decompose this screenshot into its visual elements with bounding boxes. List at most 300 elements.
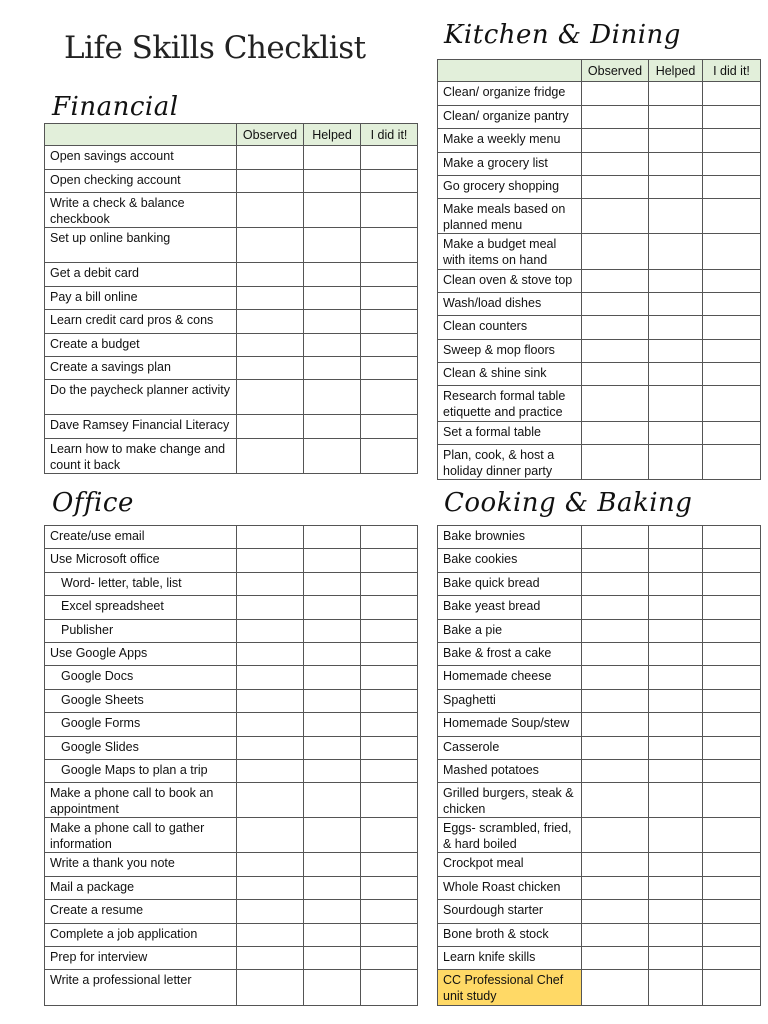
item-label: Make meals based on planned menu (438, 199, 582, 234)
check-cell[interactable] (703, 596, 761, 619)
check-cell[interactable] (237, 947, 304, 970)
check-cell[interactable] (649, 853, 703, 876)
table-row (438, 689, 761, 712)
item-label: Learn knife skills (438, 947, 582, 970)
check-cell[interactable] (304, 666, 361, 689)
table-row (45, 689, 418, 712)
check-cell[interactable] (582, 105, 649, 128)
header-blank-cell (45, 124, 237, 146)
table-row (45, 549, 418, 572)
check-cell[interactable] (649, 759, 703, 782)
check-cell[interactable] (649, 596, 703, 619)
item-label: Make a grocery list (438, 152, 582, 175)
table-row (45, 146, 418, 169)
check-cell[interactable] (361, 310, 418, 333)
check-cell[interactable] (582, 923, 649, 946)
check-cell[interactable] (237, 970, 304, 1005)
check-cell[interactable] (703, 853, 761, 876)
item-label: Create a savings plan (45, 356, 237, 379)
check-cell[interactable] (304, 759, 361, 782)
check-cell[interactable] (582, 526, 649, 549)
table-row (438, 736, 761, 759)
check-cell[interactable] (237, 333, 304, 356)
check-cell[interactable] (703, 876, 761, 899)
check-cell[interactable] (582, 549, 649, 572)
check-cell[interactable] (582, 199, 649, 234)
check-cell[interactable] (703, 363, 761, 386)
check-cell[interactable] (361, 923, 418, 946)
check-cell[interactable] (649, 900, 703, 923)
check-cell[interactable] (361, 438, 418, 473)
check-cell[interactable] (649, 549, 703, 572)
check-cell[interactable] (703, 129, 761, 152)
check-cell[interactable] (237, 900, 304, 923)
check-cell[interactable] (304, 356, 361, 379)
table-row (45, 713, 418, 736)
check-cell[interactable] (703, 444, 761, 479)
check-cell[interactable] (304, 642, 361, 665)
check-cell[interactable] (649, 82, 703, 105)
check-cell[interactable] (582, 386, 649, 421)
check-cell[interactable] (703, 339, 761, 362)
check-cell[interactable] (237, 923, 304, 946)
check-cell[interactable] (304, 947, 361, 970)
check-cell[interactable] (582, 572, 649, 595)
check-cell[interactable] (582, 619, 649, 642)
table-row (438, 129, 761, 152)
check-cell[interactable] (703, 549, 761, 572)
table-row (438, 713, 761, 736)
check-cell[interactable] (304, 818, 361, 853)
check-cell[interactable] (582, 269, 649, 292)
item-label: Make a phone call to gather information (45, 818, 237, 853)
table-header-row (45, 124, 418, 146)
check-cell[interactable] (703, 105, 761, 128)
item-label: Prep for interview (45, 947, 237, 970)
check-cell[interactable] (304, 193, 361, 228)
check-cell[interactable] (361, 415, 418, 438)
check-cell[interactable] (649, 152, 703, 175)
check-cell[interactable] (582, 339, 649, 362)
table-row (438, 876, 761, 899)
check-cell[interactable] (582, 759, 649, 782)
column-header: Observed (582, 60, 649, 82)
check-cell[interactable] (649, 421, 703, 444)
check-cell[interactable] (304, 438, 361, 473)
table-row (438, 152, 761, 175)
check-cell[interactable] (582, 152, 649, 175)
section-title-kitchen: Kitchen & Dining (444, 20, 681, 50)
check-cell[interactable] (582, 947, 649, 970)
item-label: Google Maps to plan a trip (45, 759, 237, 782)
item-label: Excel spreadsheet (45, 596, 237, 619)
check-cell[interactable] (582, 666, 649, 689)
item-label: Do the paycheck planner activity (45, 380, 237, 415)
table-row (45, 759, 418, 782)
check-cell[interactable] (237, 263, 304, 286)
check-cell[interactable] (361, 876, 418, 899)
item-label: Clean/ organize pantry (438, 105, 582, 128)
check-cell[interactable] (237, 689, 304, 712)
check-cell[interactable] (361, 900, 418, 923)
section-title-financial: Financial (52, 92, 179, 122)
item-label: Open savings account (45, 146, 237, 169)
check-cell[interactable] (649, 363, 703, 386)
table-row (438, 947, 761, 970)
item-label: Casserole (438, 736, 582, 759)
check-cell[interactable] (703, 386, 761, 421)
check-cell[interactable] (361, 736, 418, 759)
check-cell[interactable] (703, 970, 761, 1005)
check-cell[interactable] (361, 666, 418, 689)
check-cell[interactable] (361, 947, 418, 970)
check-cell[interactable] (649, 105, 703, 128)
check-cell[interactable] (703, 316, 761, 339)
check-cell[interactable] (361, 619, 418, 642)
check-cell[interactable] (304, 736, 361, 759)
check-cell[interactable] (703, 642, 761, 665)
check-cell[interactable] (237, 713, 304, 736)
item-label: Mail a package (45, 876, 237, 899)
check-cell[interactable] (361, 713, 418, 736)
check-cell[interactable] (582, 900, 649, 923)
item-label: Google Docs (45, 666, 237, 689)
check-cell[interactable] (582, 444, 649, 479)
check-cell[interactable] (304, 310, 361, 333)
check-cell[interactable] (649, 923, 703, 946)
check-cell[interactable] (703, 526, 761, 549)
check-cell[interactable] (304, 876, 361, 899)
check-cell[interactable] (582, 234, 649, 269)
item-label: Bake yeast bread (438, 596, 582, 619)
check-cell[interactable] (361, 853, 418, 876)
check-cell[interactable] (361, 228, 418, 263)
check-cell[interactable] (703, 269, 761, 292)
check-cell[interactable] (649, 947, 703, 970)
check-cell[interactable] (237, 438, 304, 473)
check-cell[interactable] (361, 169, 418, 192)
item-label: Open checking account (45, 169, 237, 192)
check-cell[interactable] (304, 619, 361, 642)
check-cell[interactable] (237, 736, 304, 759)
column-header: Observed (237, 124, 304, 146)
kitchen-checklist-table (437, 59, 761, 480)
table-row (438, 316, 761, 339)
check-cell[interactable] (649, 818, 703, 853)
check-cell[interactable] (237, 759, 304, 782)
item-label: Pay a bill online (45, 286, 237, 309)
check-cell[interactable] (361, 549, 418, 572)
check-cell[interactable] (304, 572, 361, 595)
table-row (438, 292, 761, 315)
check-cell[interactable] (237, 286, 304, 309)
check-cell[interactable] (649, 713, 703, 736)
check-cell[interactable] (304, 333, 361, 356)
item-label: Go grocery shopping (438, 175, 582, 198)
item-label: Mashed potatoes (438, 759, 582, 782)
item-label: Learn how to make change and count it back (45, 438, 237, 473)
item-label: Sweep & mop floors (438, 339, 582, 362)
check-cell[interactable] (304, 713, 361, 736)
check-cell[interactable] (703, 234, 761, 269)
check-cell[interactable] (304, 415, 361, 438)
check-cell[interactable] (703, 152, 761, 175)
cooking-checklist-table (437, 525, 761, 1006)
check-cell[interactable] (703, 619, 761, 642)
office-checklist-table (44, 525, 418, 1006)
check-cell[interactable] (649, 292, 703, 315)
item-label: Clean & shine sink (438, 363, 582, 386)
check-cell[interactable] (582, 736, 649, 759)
check-cell[interactable] (304, 169, 361, 192)
check-cell[interactable] (582, 292, 649, 315)
check-cell[interactable] (703, 818, 761, 853)
check-cell[interactable] (649, 642, 703, 665)
check-cell[interactable] (582, 421, 649, 444)
check-cell[interactable] (649, 175, 703, 198)
table-row (45, 263, 418, 286)
table-row (45, 286, 418, 309)
check-cell[interactable] (304, 380, 361, 415)
table-row (45, 310, 418, 333)
check-cell[interactable] (237, 666, 304, 689)
check-cell[interactable] (237, 619, 304, 642)
check-cell[interactable] (237, 596, 304, 619)
check-cell[interactable] (582, 876, 649, 899)
check-cell[interactable] (649, 316, 703, 339)
check-cell[interactable] (304, 526, 361, 549)
check-cell[interactable] (582, 689, 649, 712)
table-row (45, 193, 418, 228)
check-cell[interactable] (649, 444, 703, 479)
check-cell[interactable] (649, 129, 703, 152)
item-label: Complete a job application (45, 923, 237, 946)
check-cell[interactable] (361, 286, 418, 309)
check-cell[interactable] (703, 923, 761, 946)
check-cell[interactable] (582, 853, 649, 876)
check-cell[interactable] (582, 82, 649, 105)
item-label: Bake & frost a cake (438, 642, 582, 665)
item-label: Bake cookies (438, 549, 582, 572)
check-cell[interactable] (237, 876, 304, 899)
check-cell[interactable] (304, 783, 361, 818)
item-label: Bake quick bread (438, 572, 582, 595)
check-cell[interactable] (703, 82, 761, 105)
item-label: Plan, cook, & host a holiday dinner party (438, 444, 582, 479)
check-cell[interactable] (361, 596, 418, 619)
table-row (45, 596, 418, 619)
check-cell[interactable] (361, 380, 418, 415)
check-cell[interactable] (237, 818, 304, 853)
item-label: Research formal table etiquette and practice (438, 386, 582, 421)
item-label: Create/use email (45, 526, 237, 549)
check-cell[interactable] (361, 783, 418, 818)
check-cell[interactable] (361, 526, 418, 549)
check-cell[interactable] (304, 228, 361, 263)
check-cell[interactable] (237, 310, 304, 333)
item-label: Google Forms (45, 713, 237, 736)
check-cell[interactable] (649, 199, 703, 234)
table-row (45, 438, 418, 473)
check-cell[interactable] (304, 853, 361, 876)
check-cell[interactable] (703, 421, 761, 444)
item-label: Crockpot meal (438, 853, 582, 876)
table-row (45, 923, 418, 946)
table-row (438, 269, 761, 292)
check-cell[interactable] (649, 339, 703, 362)
item-label: Spaghetti (438, 689, 582, 712)
check-cell[interactable] (582, 175, 649, 198)
table-header-row (438, 60, 761, 82)
check-cell[interactable] (703, 900, 761, 923)
check-cell[interactable] (361, 642, 418, 665)
item-label: Create a resume (45, 900, 237, 923)
table-row (438, 386, 761, 421)
table-row (438, 339, 761, 362)
item-label: Write a professional letter (45, 970, 237, 1005)
table-row (438, 199, 761, 234)
column-header: Helped (304, 124, 361, 146)
check-cell[interactable] (649, 526, 703, 549)
table-row (438, 818, 761, 853)
check-cell[interactable] (649, 666, 703, 689)
item-label: Make a phone call to book an appointment (45, 783, 237, 818)
check-cell[interactable] (703, 759, 761, 782)
check-cell[interactable] (237, 853, 304, 876)
check-cell[interactable] (361, 333, 418, 356)
check-cell[interactable] (649, 783, 703, 818)
check-cell[interactable] (361, 759, 418, 782)
check-cell[interactable] (361, 356, 418, 379)
check-cell[interactable] (582, 129, 649, 152)
item-label: Whole Roast chicken (438, 876, 582, 899)
check-cell[interactable] (237, 169, 304, 192)
check-cell[interactable] (361, 146, 418, 169)
check-cell[interactable] (361, 193, 418, 228)
check-cell[interactable] (237, 380, 304, 415)
check-cell[interactable] (703, 947, 761, 970)
check-cell[interactable] (582, 818, 649, 853)
table-row (438, 175, 761, 198)
check-cell[interactable] (649, 269, 703, 292)
table-row (438, 666, 761, 689)
check-cell[interactable] (304, 900, 361, 923)
check-cell[interactable] (649, 736, 703, 759)
item-label: Use Microsoft office (45, 549, 237, 572)
check-cell[interactable] (361, 572, 418, 595)
check-cell[interactable] (582, 363, 649, 386)
check-cell[interactable] (237, 549, 304, 572)
table-row (45, 947, 418, 970)
check-cell[interactable] (703, 783, 761, 818)
check-cell[interactable] (361, 818, 418, 853)
table-row (45, 619, 418, 642)
check-cell[interactable] (361, 970, 418, 1005)
check-cell[interactable] (304, 970, 361, 1005)
check-cell[interactable] (304, 286, 361, 309)
item-label: Clean counters (438, 316, 582, 339)
check-cell[interactable] (703, 175, 761, 198)
check-cell[interactable] (237, 146, 304, 169)
table-row (438, 923, 761, 946)
table-row (438, 105, 761, 128)
check-cell[interactable] (304, 549, 361, 572)
item-label: Sourdough starter (438, 900, 582, 923)
table-row (45, 876, 418, 899)
check-cell[interactable] (649, 619, 703, 642)
check-cell[interactable] (703, 572, 761, 595)
item-label: Publisher (45, 619, 237, 642)
check-cell[interactable] (237, 642, 304, 665)
check-cell[interactable] (582, 596, 649, 619)
check-cell[interactable] (703, 736, 761, 759)
item-label: Make a budget meal with items on hand (438, 234, 582, 269)
table-row (45, 642, 418, 665)
check-cell[interactable] (361, 689, 418, 712)
check-cell[interactable] (703, 199, 761, 234)
check-cell[interactable] (304, 689, 361, 712)
check-cell[interactable] (237, 572, 304, 595)
check-cell[interactable] (649, 234, 703, 269)
table-row (45, 666, 418, 689)
check-cell[interactable] (237, 415, 304, 438)
table-row (438, 572, 761, 595)
check-cell[interactable] (649, 876, 703, 899)
header-blank-cell (438, 60, 582, 82)
item-label: Google Sheets (45, 689, 237, 712)
item-label: Get a debit card (45, 263, 237, 286)
check-cell[interactable] (582, 970, 649, 1005)
table-row (438, 619, 761, 642)
check-cell[interactable] (649, 572, 703, 595)
item-label: Eggs- scrambled, fried, & hard boiled (438, 818, 582, 853)
check-cell[interactable] (237, 526, 304, 549)
item-label: Make a weekly menu (438, 129, 582, 152)
table-row (45, 900, 418, 923)
check-cell[interactable] (304, 923, 361, 946)
check-cell[interactable] (582, 316, 649, 339)
check-cell[interactable] (304, 146, 361, 169)
check-cell[interactable] (649, 386, 703, 421)
check-cell[interactable] (649, 970, 703, 1005)
table-row (438, 363, 761, 386)
check-cell[interactable] (582, 783, 649, 818)
table-row (45, 970, 418, 1005)
check-cell[interactable] (582, 642, 649, 665)
table-row (45, 169, 418, 192)
table-row (45, 526, 418, 549)
check-cell[interactable] (237, 356, 304, 379)
check-cell[interactable] (304, 263, 361, 286)
check-cell[interactable] (361, 263, 418, 286)
item-label: Bake a pie (438, 619, 582, 642)
check-cell[interactable] (582, 713, 649, 736)
column-header: Helped (649, 60, 703, 82)
item-label: Use Google Apps (45, 642, 237, 665)
item-label: Bake brownies (438, 526, 582, 549)
check-cell[interactable] (703, 689, 761, 712)
table-row (438, 900, 761, 923)
check-cell[interactable] (237, 228, 304, 263)
check-cell[interactable] (703, 292, 761, 315)
check-cell[interactable] (649, 689, 703, 712)
check-cell[interactable] (703, 713, 761, 736)
section-title-office: Office (52, 488, 134, 518)
check-cell[interactable] (304, 596, 361, 619)
check-cell[interactable] (237, 783, 304, 818)
check-cell[interactable] (237, 193, 304, 228)
check-cell[interactable] (703, 666, 761, 689)
